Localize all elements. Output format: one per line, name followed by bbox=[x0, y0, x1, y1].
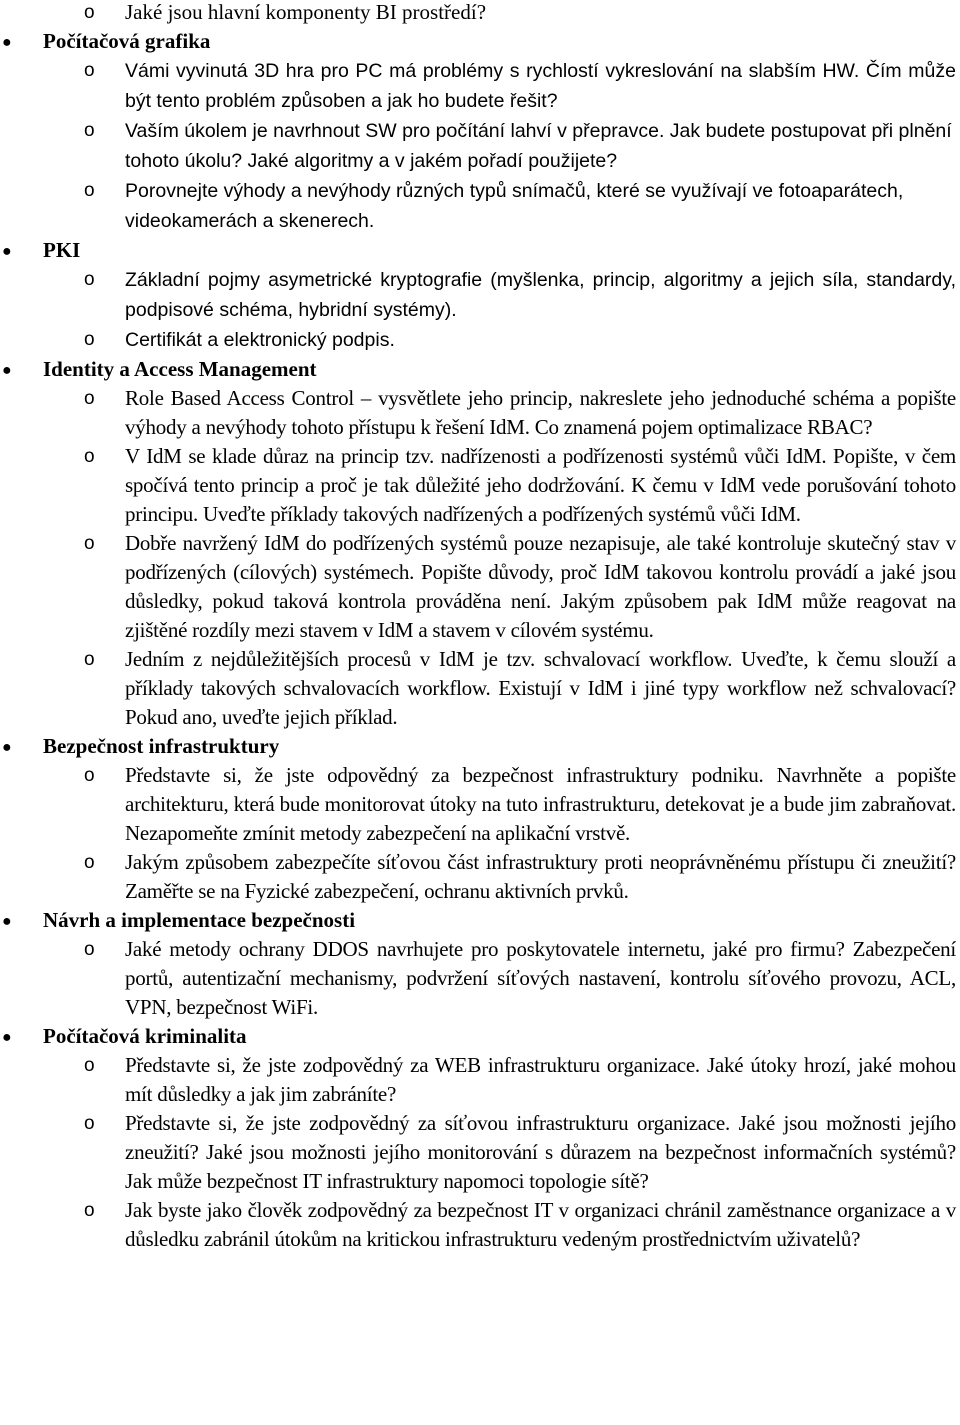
list-item-text: Vámi vyvinutá 3D hra pro PC má problémy s rychlostí vykreslování na slabším HW. Čím může být tento problém způsoben a jak ho budete řešit? bbox=[125, 60, 956, 112]
list-item bbox=[0, 116, 960, 176]
list-item-text: Představte si, že jste zodpovědný za síťovou infrastrukturu organizace. Jaké jsou možnosti jejího zneužití? Jaké jsou možnosti jejího monitorování s důrazem na bezpečnost informačních systémů? Jak může bezpečnost IT infrastruktury napomoci topologie sítě? bbox=[125, 1111, 956, 1193]
list-item-text: V IdM se klade důraz na princip tzv. nadřízenosti a podřízenosti systémů vůči IdM. Popište, v čem spočívá tento princip a proč je tak důležité jeho dodržování. K čemu v IdM vede porušování tohoto principu. Uveďte příklady takových nadřízených a podřízených systémů vůči IdM. bbox=[125, 444, 956, 526]
list-item bbox=[0, 384, 960, 442]
filled-circle-bullet-icon: ● bbox=[2, 362, 12, 379]
hollow-circle-bullet-icon: o bbox=[84, 60, 95, 81]
list-item-text: Představte si, že jste zodpovědný za WEB infrastrukturu organizace. Jaké útoky hrozí, jaké mohou mít důsledky a jak jim zabráníte? bbox=[125, 1053, 956, 1106]
filled-circle-bullet-icon: ● bbox=[2, 913, 12, 930]
hollow-circle-bullet-icon: o bbox=[84, 852, 95, 873]
list-item bbox=[0, 265, 960, 325]
section-title: PKI bbox=[43, 238, 81, 262]
list-item bbox=[0, 848, 960, 906]
filled-circle-bullet-icon: ● bbox=[2, 739, 12, 756]
list-item-text: Základní pojmy asymetrické kryptografie (myšlenka, princip, algoritmy a jejich síla, standardy, podpisové schéma, hybridní systémy). bbox=[125, 269, 956, 321]
list-item-text: Představte si, že jste odpovědný za bezpečnost infrastruktury podniku. Navrhněte a popište architekturu, která bude monitorovat útoky na tuto infrastrukturu, detekovat je a bude jim zabraňovat. Nezapomeňte zmínit metody zabezpečení na aplikační vrstvě. bbox=[125, 763, 956, 845]
section-pocitacova-grafika bbox=[0, 27, 960, 236]
hollow-circle-bullet-icon: o bbox=[84, 649, 95, 670]
section-title: Počítačová kriminalita bbox=[43, 1024, 247, 1048]
section-pki bbox=[0, 236, 960, 355]
list-item-text: Jedním z nejdůležitějších procesů v IdM je tzv. schvalovací workflow. Uveďte, k čemu slouží a příklady takových schvalovacích workflow. Existují v IdM i jiné typy workflow než schvalovací? Pokud ano, uveďte jejich příklad. bbox=[125, 647, 956, 729]
section-bezpecnost-infrastruktury bbox=[0, 732, 960, 906]
hollow-circle-bullet-icon: o bbox=[84, 1055, 95, 1076]
list-item bbox=[0, 1109, 960, 1196]
list-item bbox=[0, 56, 960, 116]
list-item-bi-components bbox=[0, 0, 960, 27]
list-item bbox=[0, 935, 960, 1022]
hollow-circle-bullet-icon: o bbox=[84, 2, 95, 23]
filled-circle-bullet-icon: ● bbox=[2, 243, 12, 260]
list-item bbox=[0, 1196, 960, 1254]
list-item-text: Role Based Access Control – vysvětlete jeho princip, nakreslete jeho jednoduché schéma a popište výhody a nevýhody tohoto přístupu k řešení IdM. Co znamená pojem optimalizace RBAC? bbox=[125, 386, 956, 439]
hollow-circle-bullet-icon: o bbox=[84, 329, 95, 350]
list-item bbox=[0, 761, 960, 848]
section-heading bbox=[0, 906, 960, 935]
section-navrh-a-implementace-bezpecnosti bbox=[0, 906, 960, 1022]
hollow-circle-bullet-icon: o bbox=[84, 939, 95, 960]
list-item-text: Jak byste jako člověk zodpovědný za bezpečnost IT v organizaci chránil zaměstnance organizace a v důsledku zabránil útokům na kritickou infrastrukturu vedeným prostřednictvím uživatelů? bbox=[125, 1198, 956, 1251]
list-item bbox=[0, 442, 960, 529]
section-title: Identity a Access Management bbox=[43, 357, 317, 381]
list-item bbox=[0, 529, 960, 645]
hollow-circle-bullet-icon: o bbox=[84, 446, 95, 467]
list-item-text: Certifikát a elektronický podpis. bbox=[125, 329, 395, 351]
section-heading bbox=[0, 27, 960, 56]
filled-circle-bullet-icon: ● bbox=[2, 34, 12, 51]
hollow-circle-bullet-icon: o bbox=[84, 120, 95, 141]
list-item bbox=[0, 325, 960, 355]
section-title: Bezpečnost infrastruktury bbox=[43, 734, 280, 758]
hollow-circle-bullet-icon: o bbox=[84, 269, 95, 290]
list-item-text: Dobře navržený IdM do podřízených systémů pouze nezapisuje, ale také kontroluje skutečný stav v podřízených (cílových) systémech. Popište důvody, proč IdM takovou kontrolu provádí a jaké jsou důsledky, pokud taková kontrola prováděna není. Jakým způsobem pak IdM může reagovat na zjištěné rozdíly mezi stavem v IdM a stavem v cílovém systému. bbox=[125, 531, 956, 642]
hollow-circle-bullet-icon: o bbox=[84, 1200, 95, 1221]
hollow-circle-bullet-icon: o bbox=[84, 388, 95, 409]
hollow-circle-bullet-icon: o bbox=[84, 765, 95, 786]
list-item-text: Jakým způsobem zabezpečíte síťovou část infrastruktury proti neoprávněnému přístupu či zneužití? Zaměřte se na Fyzické zabezpečení, ochranu aktivních prvků. bbox=[125, 850, 956, 903]
list-item bbox=[0, 645, 960, 732]
section-identity-access-management bbox=[0, 355, 960, 732]
section-title: Návrh a implementace bezpečnosti bbox=[43, 908, 356, 932]
filled-circle-bullet-icon: ● bbox=[2, 1029, 12, 1046]
section-pocitacova-kriminalita bbox=[0, 1022, 960, 1254]
section-title: Počítačová grafika bbox=[43, 29, 211, 53]
list-item bbox=[0, 1051, 960, 1109]
list-item-text: Vaším úkolem je navrhnout SW pro počítání lahví v přepravce. Jak budete postupovat při plnění tohoto úkolu? Jaké algoritmy a v jakém pořadí použijete? bbox=[125, 120, 952, 172]
hollow-circle-bullet-icon: o bbox=[84, 533, 95, 554]
list-item-text: Jaké jsou hlavní komponenty BI prostředí? bbox=[125, 0, 487, 24]
list-item bbox=[0, 176, 960, 236]
section-heading bbox=[0, 236, 960, 265]
list-item-text: Porovnejte výhody a nevýhody různých typů snímačů, které se využívají ve fotoaparátech, videokamerách a skenerech. bbox=[125, 180, 904, 232]
section-heading bbox=[0, 732, 960, 761]
section-heading bbox=[0, 1022, 960, 1051]
hollow-circle-bullet-icon: o bbox=[84, 180, 95, 201]
list-item-text: Jaké metody ochrany DDOS navrhujete pro poskytovatele internetu, jaké pro firmu? Zabezpečení portů, autentizační mechanismy, podvržení síťových nastavení, kontrolu síťového provozu, ACL, VPN, bezpečnost WiFi. bbox=[125, 937, 956, 1019]
hollow-circle-bullet-icon: o bbox=[84, 1113, 95, 1134]
section-heading bbox=[0, 355, 960, 384]
